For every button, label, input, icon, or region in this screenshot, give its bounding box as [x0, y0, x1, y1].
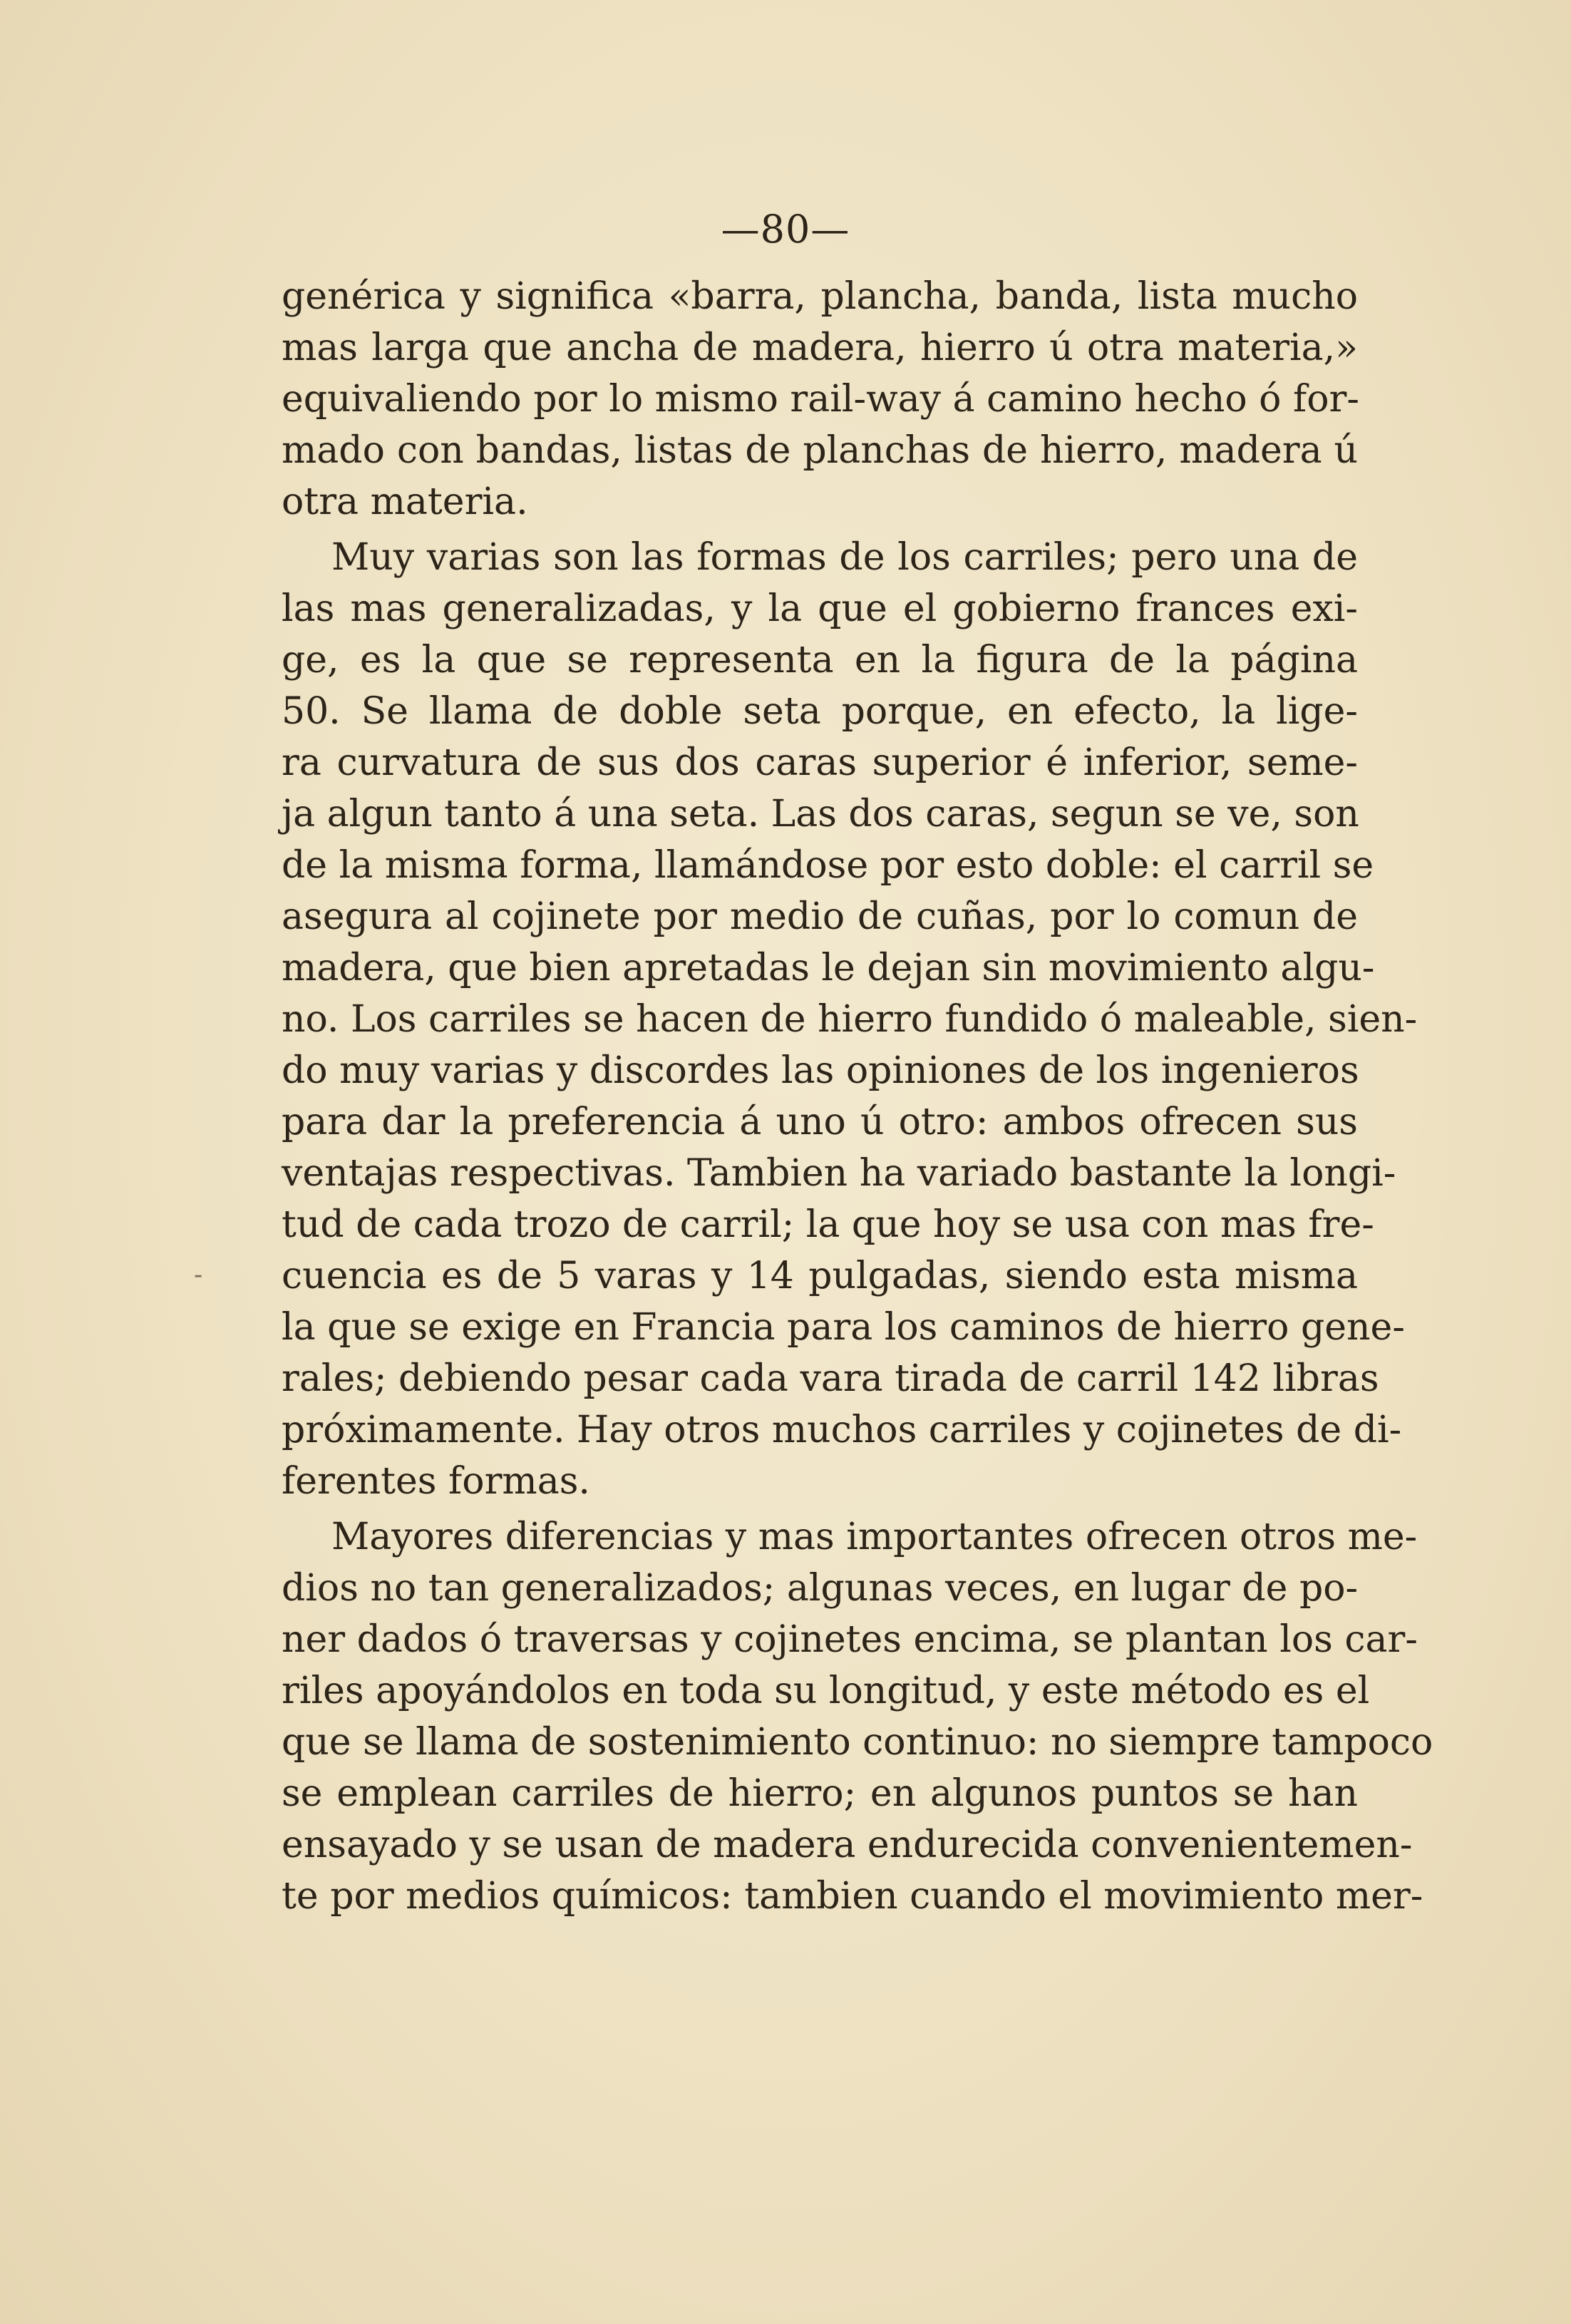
text-line: Muy varias son las formas de los carriles; pero una de [331, 536, 1358, 579]
text-line: la que se exige en Francia para los caminos de hierro gene- [282, 1306, 1405, 1349]
text-line: ventajas respectivas. Tambien ha variado bastante la longi- [282, 1152, 1396, 1195]
text-line: otra materia. [282, 480, 528, 523]
text-line: madera, que bien apretadas le dejan sin movimiento algu- [282, 947, 1375, 989]
text-line: ra curvatura de sus dos caras superior é inferior, seme- [282, 741, 1358, 784]
text-line: las mas generalizadas, y la que el gobierno frances exi- [282, 587, 1358, 630]
text-line: que se llama de sostenimiento continuo: no siempre tampoco [282, 1721, 1433, 1764]
text-line: rales; debiendo pesar cada vara tirada de carril 142 libras [282, 1357, 1379, 1400]
text-line: Mayores diferencias y mas importantes ofrecen otros me- [331, 1516, 1418, 1558]
text-line: próximamente. Hay otros muchos carriles y cojinetes de di- [282, 1409, 1402, 1451]
text-line: se emplean carriles de hierro; en algunos puntos se han [282, 1772, 1358, 1815]
text-line: equivaliendo por lo mismo rail-way á camino hecho ó for- [282, 378, 1359, 421]
paragraph-1 [282, 271, 1358, 528]
text-line: para dar la preferencia á uno ú otro: ambos ofrecen sus [282, 1101, 1358, 1143]
text-line: mas larga que ancha de madera, hierro ú otra materia,» [282, 327, 1358, 369]
paragraph-3 [282, 1511, 1433, 1922]
text-line: te por medios químicos: tambien cuando el movimiento mer- [282, 1875, 1423, 1918]
text-line: cuencia es de 5 varas y 14 pulgadas, siendo esta misma [282, 1255, 1358, 1297]
text-line: no. Los carriles se hacen de hierro fundido ó maleable, sien- [282, 998, 1418, 1041]
text-line: ferentes formas. [282, 1460, 590, 1503]
text-line: tud de cada trozo de carril; la que hoy se usa con mas fre- [282, 1203, 1374, 1246]
text-line: asegura al cojinete por medio de cuñas, por lo comun de [282, 895, 1358, 938]
text-line: genérica y significa «barra, plancha, banda, lista mucho [282, 275, 1358, 318]
text-line: mado con bandas, listas de planchas de hierro, madera ú [282, 429, 1358, 472]
text-line: de la misma forma, llamándose por esto doble: el carril se [282, 844, 1374, 887]
margin-mark: - [194, 1260, 203, 1290]
body-text [282, 271, 1433, 1922]
text-line: dios no tan generalizados; algunas veces, en lugar de po- [282, 1567, 1359, 1610]
text-line: ensayado y se usan de madera endurecida convenientemen- [282, 1824, 1413, 1866]
text-line: riles apoyándolos en toda su longitud, y este método es el [282, 1670, 1370, 1712]
paragraph-2 [282, 532, 1418, 1507]
page-number: —80— [721, 207, 850, 252]
text-line: ge, es la que se representa en la figura de la página [282, 639, 1358, 682]
text-line: ner dados ó traversas y cojinetes encima, se plantan los car- [282, 1618, 1418, 1661]
text-line: 50. Se llama de doble seta porque, en efecto, la lige- [282, 690, 1358, 733]
text-line: do muy varias y discordes las opiniones de los ingenieros [282, 1049, 1359, 1092]
text-line: ja algun tanto á una seta. Las dos caras, segun se ve, son [282, 793, 1359, 835]
